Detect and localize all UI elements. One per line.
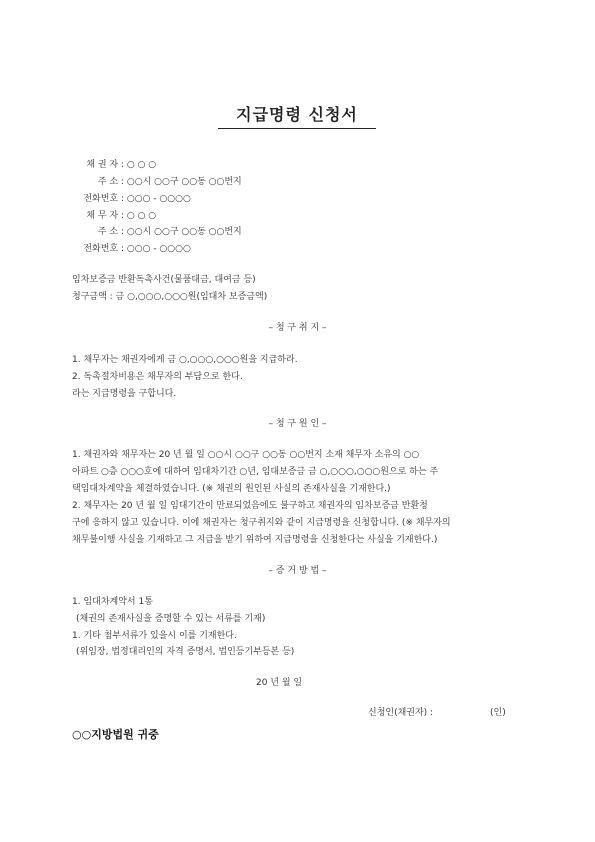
debtor-address-row xyxy=(70,226,242,238)
creditor-row xyxy=(70,159,156,171)
evidence-line: 1. 임대차계약서 1통 xyxy=(72,597,153,607)
claim-amount: 청구금액 : 금 ○,○○○,○○○원(임대차 보증금액) xyxy=(72,292,268,302)
party-value: ○○○ - ○○○○ xyxy=(126,244,191,254)
party-value: ○○시 ○○구 ○○동 ○○번지 xyxy=(126,177,242,187)
section-heading-purpose: – 청 구 취 지 – xyxy=(268,323,327,333)
evidence-line: (채권의 존재사실을 증명할 수 있는 서류를 기재) xyxy=(76,614,266,624)
party-value: ○ ○ ○ xyxy=(126,211,157,221)
court-addressee: ○○지방법원 귀중 xyxy=(72,728,159,741)
seal-mark: (인) xyxy=(490,708,506,718)
cause-line: 1. 채권자와 채무자는 20 년 월 일 ○○시 ○○구 ○○동 ○○번지 소재 채무자 소유의 ○○ xyxy=(72,450,420,460)
evidence-line: (위임장, 법정대리인의 자격 증명서, 법인등기부등본 등) xyxy=(76,647,295,657)
party-value: ○ ○ ○ xyxy=(126,160,157,170)
applicant-label: 신청인(채권자) : xyxy=(368,708,434,718)
cause-line: 2. 채무자는 20 년 월 일 임대기간이 만료되었음에도 불구하고 채권자의 임차보증금 반환청 xyxy=(72,501,428,511)
cause-line: 아파트 ○층 ○○○호에 대하여 임대차기간 ○년, 임대보증금 금 ○,○○○,○○○원으로 하는 주 xyxy=(72,467,439,477)
party-value: ○○○ - ○○○○ xyxy=(126,194,191,204)
section-heading-cause: – 청 구 원 인 – xyxy=(268,419,327,429)
cause-line: 채무불이행 사실을 기재하고 그 지급을 받기 위하여 지급명령을 신청한다는 사실을 기재한다.) xyxy=(72,535,438,545)
evidence-line: 1. 기타 첨부서류가 있을시 이를 기재한다. xyxy=(72,631,237,641)
debtor-row xyxy=(70,210,156,222)
party-label: 주 소 : xyxy=(97,227,124,237)
creditor-phone-row xyxy=(70,193,191,205)
cause-line: 택임대차계약을 체결하였습니다. (※ 채권의 원인된 사실의 존재사실을 기재한다.) xyxy=(72,484,391,494)
creditor-address-row xyxy=(70,176,242,188)
section-heading-evidence: – 증 거 방 법 – xyxy=(268,566,327,576)
filing-date: 20 년 월 일 xyxy=(256,678,303,688)
purpose-line: 1. 채무자는 채권자에게 금 ○,○○○,○○○원을 지급하라. xyxy=(72,355,298,365)
purpose-line: 라는 지급명령을 구합니다. xyxy=(72,389,177,399)
debtor-phone-row xyxy=(70,243,191,255)
document-title: 지급명령 신청서 xyxy=(218,102,376,129)
party-label: 채 무 자 : xyxy=(86,211,124,221)
party-label: 전화번호 : xyxy=(83,194,124,204)
party-label: 주 소 : xyxy=(97,177,124,187)
purpose-line: 2. 독촉절차비용은 채무자의 부담으로 한다. xyxy=(72,372,243,382)
cause-line: 구에 응하지 않고 있습니다. 이에 채권자는 청구취지와 같이 지급명령을 신청합니다. (※ 채무자의 xyxy=(72,518,451,528)
party-label: 채 권 자 : xyxy=(86,160,124,170)
party-label: 전화번호 : xyxy=(83,244,124,254)
case-name: 임차보증금 반환독촉사건(물품대금, 대여금 등) xyxy=(72,275,256,285)
party-value: ○○시 ○○구 ○○동 ○○번지 xyxy=(126,227,242,237)
